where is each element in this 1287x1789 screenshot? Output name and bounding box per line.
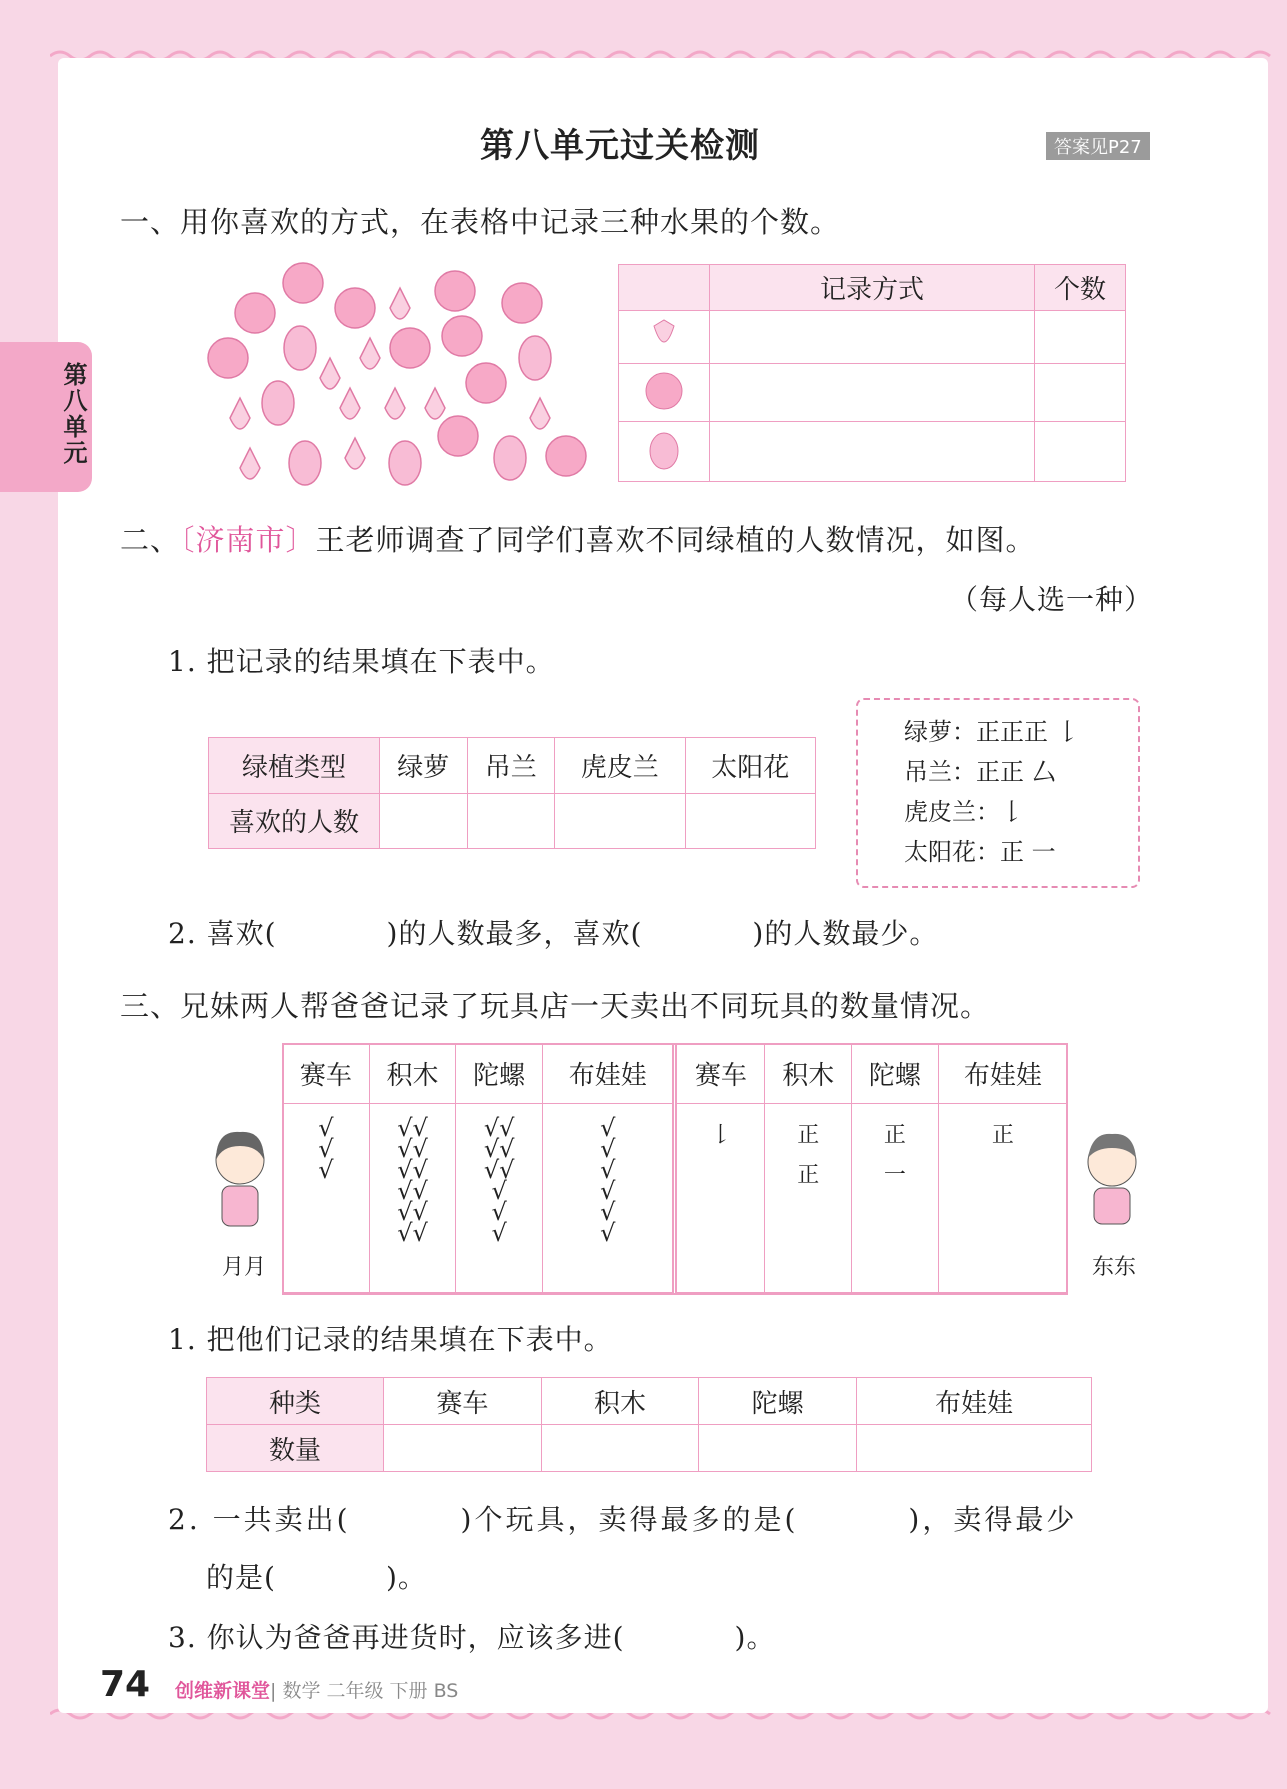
q2-header-plant: 绿萝 (380, 738, 468, 794)
tally-line: 吊兰：正正 ⼛ (904, 758, 1056, 786)
dongdong-tally: 正 ⼀ (852, 1104, 939, 1293)
q1-record-table (618, 264, 1126, 482)
q3-sub2-text: )个玩具，卖得最多的是( (460, 1503, 799, 1536)
q3-heading: 三、兄妹两人帮爸爸记录了玩具店一天卖出不同玩具的数量情况。 (120, 989, 991, 1023)
q3-result-header: 种类 (207, 1378, 384, 1425)
q3-sub2-text: 2. 一共卖出( (168, 1503, 351, 1536)
tally-line: 虎皮兰：𠄌 (904, 798, 1024, 826)
q1-method-cell[interactable] (710, 311, 1035, 364)
girl-name: 月月 (222, 1255, 267, 1280)
q3-record-header: 赛车 (283, 1044, 370, 1104)
q3-record-table (282, 1043, 1068, 1293)
q2-header-plant: 太阳花 (685, 738, 815, 794)
q2-row-label: 喜欢的人数 (209, 793, 380, 849)
q3-result-header: 布娃娃 (856, 1378, 1091, 1425)
yueyue-checks: √√ √√ √√ √√ √√ √√ (369, 1104, 456, 1293)
boy-dongdong-illustration (1072, 1132, 1152, 1242)
q3-record-header: 陀螺 (852, 1044, 939, 1104)
pear-icon (619, 422, 710, 482)
q2-tally-card (856, 698, 1140, 888)
dongdong-tally: 𠄌 (675, 1104, 765, 1293)
q3-record-header: 布娃娃 (543, 1044, 675, 1104)
q2-note: （每人选一种） (950, 583, 1154, 616)
yueyue-checks: √ √ √ (283, 1104, 370, 1293)
q3-sub3 (168, 1616, 775, 1656)
q3-sub1: 1. 把他们记录的结果填在下表中。 (168, 1323, 613, 1356)
q2-answer-cell[interactable] (555, 793, 685, 849)
footer-info (175, 1676, 458, 1703)
q1-method-cell[interactable] (710, 364, 1035, 422)
q3-sub2-line1 (168, 1498, 1077, 1538)
q2-sub2-text: )的人数最少。 (752, 917, 939, 950)
q2-answer-cell[interactable] (467, 793, 555, 849)
girl-yueyue-illustration (200, 1130, 280, 1240)
unit-tab-label: 第八单元 (59, 362, 88, 466)
dongdong-tally: 正 正 (765, 1104, 852, 1293)
q2-answer-cell[interactable] (380, 793, 468, 849)
q3-sub3-text: 3. 你认为爸爸再进货时，应该多进( (168, 1621, 625, 1654)
q2-header-plant: 虎皮兰 (555, 738, 685, 794)
q2-prefix: 二、 (120, 523, 181, 557)
q2-heading: 王老师调查了同学们喜欢不同绿植的人数情况，如图。 (315, 523, 1036, 557)
q3-record-header: 积木 (765, 1044, 852, 1104)
q3-result-table (206, 1377, 1092, 1472)
q2-answer-cell[interactable] (685, 793, 815, 849)
boy-name: 东东 (1092, 1255, 1137, 1280)
q1-header-count: 个数 (1035, 265, 1126, 311)
q3-sub2-text: )，卖得最少 (908, 1503, 1078, 1536)
q2-sub2-text: )的人数最多，喜欢( (386, 917, 643, 950)
q2-plant-table (208, 737, 816, 849)
yueyue-checks: √ √ √ √ √ √ (543, 1104, 675, 1293)
q3-result-row-label: 数量 (207, 1425, 384, 1472)
q3-sub2-text: 的是( (206, 1561, 276, 1594)
q2-sub2 (168, 912, 938, 952)
q3-result-cell[interactable] (856, 1425, 1091, 1472)
dongdong-tally: 正 (938, 1104, 1067, 1293)
footer-brand: 创维新课堂 (175, 1680, 271, 1702)
footer-book-info: | 数学 二年级 下册 BS (270, 1680, 459, 1702)
q3-sub3-text: )。 (734, 1621, 776, 1654)
q3-record-header: 积木 (369, 1044, 456, 1104)
q2-region-tag: 〔济南市〕 (180, 523, 316, 557)
q1-count-cell[interactable] (1035, 422, 1126, 482)
tally-line: 绿萝：正正正 𠄌 (904, 718, 1080, 746)
q3-result-header: 赛车 (384, 1378, 542, 1425)
page-number: 74 (100, 1664, 151, 1705)
q3-record-header: 陀螺 (456, 1044, 543, 1104)
q3-result-cell[interactable] (384, 1425, 542, 1472)
strawberry-icon (619, 311, 710, 364)
q2-header-plant: 吊兰 (467, 738, 555, 794)
q2-sub2-text: 2. 喜欢( (168, 917, 277, 950)
q3-result-cell[interactable] (541, 1425, 699, 1472)
q3-sub2-line2 (206, 1556, 427, 1596)
q3-result-header: 陀螺 (699, 1378, 857, 1425)
q2-header-type: 绿植类型 (209, 738, 380, 794)
q3-result-cell[interactable] (699, 1425, 857, 1472)
apple-icon (619, 364, 710, 422)
q3-record-header: 赛车 (675, 1044, 765, 1104)
q2-heading-line (120, 518, 1036, 559)
yueyue-checks: √√ √√ √√ √ √ √ (456, 1104, 543, 1293)
q1-method-cell[interactable] (710, 422, 1035, 482)
unit-side-tab (0, 342, 92, 492)
answer-reference-badge: 答案见P27 (1046, 132, 1150, 160)
tally-line: 太阳花：正 ⼀ (904, 838, 1056, 866)
fruit-picture (200, 258, 600, 488)
q1-heading: 一、用你喜欢的方式，在表格中记录三种水果的个数。 (120, 205, 841, 239)
q1-corner-cell (619, 265, 710, 311)
q1-header-method: 记录方式 (710, 265, 1035, 311)
q3-result-header: 积木 (541, 1378, 699, 1425)
q3-record-header: 布娃娃 (938, 1044, 1067, 1104)
page-title: 第八单元过关检测 (480, 126, 760, 166)
q3-sub2-text: )。 (385, 1561, 427, 1594)
q1-count-cell[interactable] (1035, 311, 1126, 364)
q2-sub1: 1. 把记录的结果填在下表中。 (168, 645, 555, 678)
q1-count-cell[interactable] (1035, 364, 1126, 422)
